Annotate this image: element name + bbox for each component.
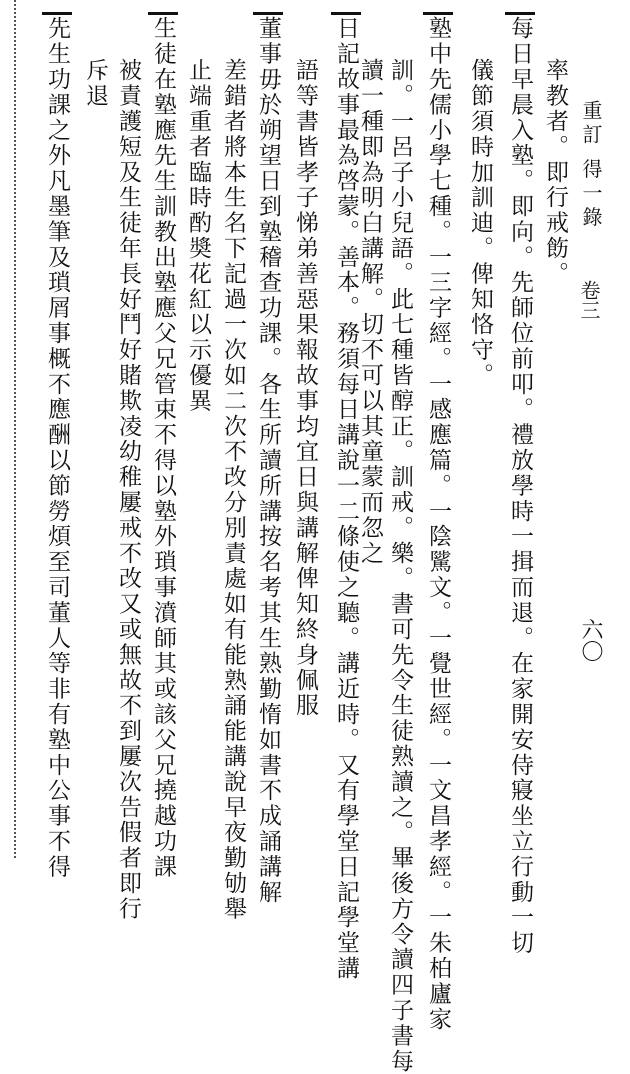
text-column: 每日早晨入塾。即向。先師位前叩。禮放學時一揖而退。在家開安侍寢坐立行動一切 xyxy=(507,16,533,956)
text-column: 先生功課之外凡墨筆及瑣屑事概不應酬以節勞煩至司董人等非有塾中公事不得 xyxy=(44,16,70,880)
text-column: 語等書皆孝子悌弟善惡果報故事均宜日與講解俾知終身佩服 xyxy=(292,58,318,719)
text-column: 生徒在塾應先生訓教出塾應父兄管束不得以塾外瑣事濆師其或該父兄撓越功課 xyxy=(150,16,176,880)
text-column: 儀節須時加訓迪。俾知恪守。 xyxy=(467,58,493,389)
text-column: 率教者。即行戒飭。 xyxy=(542,58,568,287)
text-column: 訓。一呂子小兒語。此七種皆醇正。訓戒。樂。書可先令生徒熟讀之。畢後方令讀四子書每 xyxy=(387,58,413,1074)
page-number: 六〇 xyxy=(578,618,603,662)
text-column: 日記故事最為啓蒙。善本。務須每日講說一二條使之聽。講近時。又有學堂日記學堂講 xyxy=(333,16,359,982)
text-column: 被責護短及生徒年長好鬥好賭欺凌幼稚屢戒不改又或無故不到屢次告假者即行 xyxy=(115,58,141,922)
text-column: 差錯者將本生名下記過一次如二次不改分別責處如有能熟誦能講說早夜勤劬舉 xyxy=(220,58,246,922)
volume-label: 卷三 xyxy=(577,280,601,320)
running-header-title: 重訂 得一錄 xyxy=(579,100,603,231)
scan-edge xyxy=(0,0,16,858)
text-column: 止端重者臨時酌奬花紅以示優異 xyxy=(185,58,211,414)
text-column: 斥退 xyxy=(82,58,108,109)
text-column: 董事毋於朔望日到塾稽查功課。各生所讀所講按名考其生熟勤惰如書不成誦講解 xyxy=(255,16,281,905)
text-column: 塾中先儒小學七種。一三字經。一感應篇。一陰騭文。一覺世經。一文昌孝經。一朱柏廬家 xyxy=(425,16,451,1032)
text-column: 讀一種即為明白講解。切不可以其童蒙而忽之 xyxy=(357,58,383,566)
